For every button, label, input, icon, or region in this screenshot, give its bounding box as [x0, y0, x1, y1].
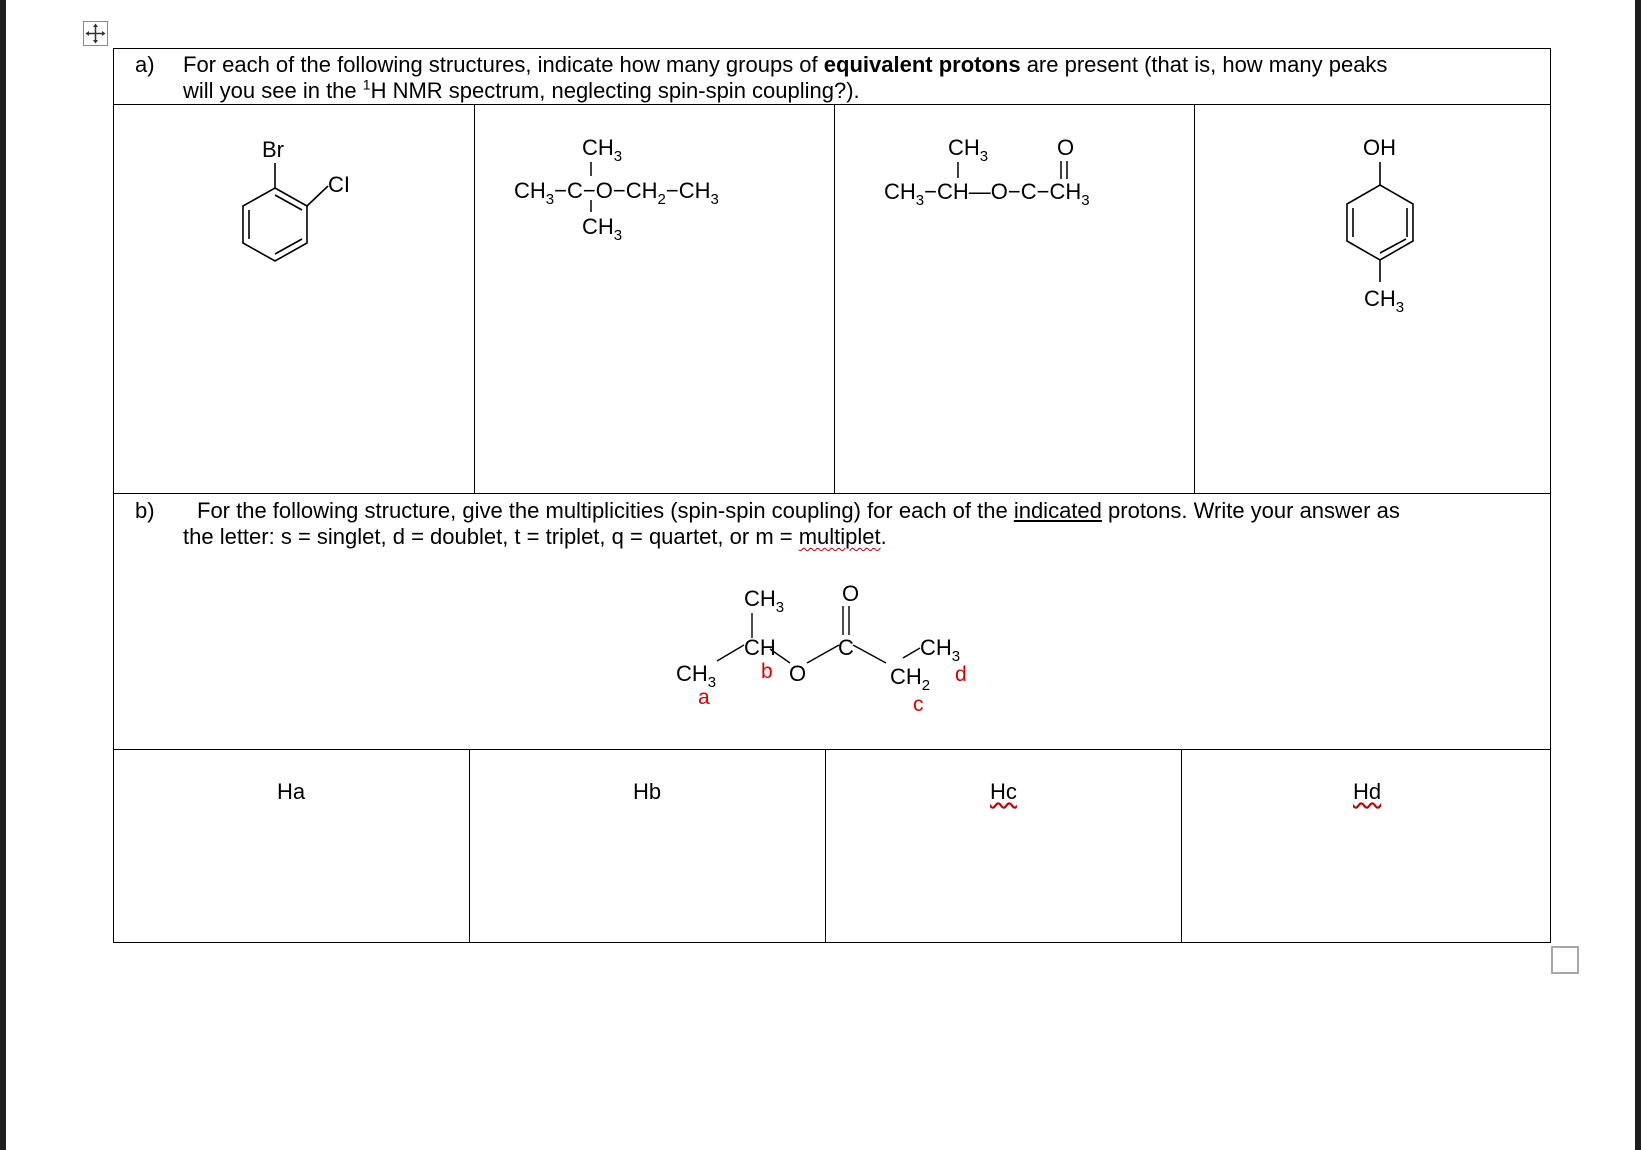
structure-tert-butyl-ethyl-ether — [510, 132, 810, 247]
svg-text:CH3: $CH_3$ — [744, 586, 785, 616]
col-divider-a3 — [1194, 104, 1195, 493]
col-divider-b3 — [1181, 749, 1182, 943]
part-a-instruction-line2: will you see in the $^1$H NMR spectrum, neglecting spin-spin coupling?). — [183, 76, 860, 103]
structure-bromochlorobenzene — [225, 130, 365, 270]
part-b-marker: b) — [135, 498, 155, 523]
part-b-instruction-line1: For the following structure, give the multiplicities (spin-spin coupling) for each of the indicated protons. Write your answer as — [197, 498, 1400, 523]
part-a-instruction-line1: For each of the following structures, indicate how many groups of equivalent protons are present (that is, how many peaks — [183, 52, 1388, 77]
label-d: d — [955, 663, 967, 686]
row-divider-2 — [113, 493, 1551, 494]
col-divider-b1 — [469, 749, 470, 943]
carbonyl-c-label: C — [838, 635, 854, 660]
window-edge-right — [1635, 0, 1641, 1150]
structure-p-cresol — [1320, 130, 1440, 325]
label-a: a — [698, 686, 710, 709]
svg-text:CH3: $CH_3$ — [920, 635, 961, 665]
answer-cell-ha[interactable]: Ha — [277, 779, 306, 804]
svg-text:CH3: $CH_3$ — [948, 135, 989, 165]
move-icon — [84, 22, 107, 45]
answer-cell-hc[interactable]: Hc — [990, 779, 1017, 804]
label-c: c — [913, 693, 924, 716]
col-divider-a1 — [474, 104, 475, 493]
oh-label: OH — [1363, 135, 1396, 160]
ester-o-label: O — [789, 661, 807, 686]
resize-handle-icon[interactable] — [1551, 946, 1579, 974]
col-divider-a2 — [834, 104, 835, 493]
structure-isopropyl-acetate — [880, 132, 1170, 212]
answer-cell-hd[interactable]: Hd — [1353, 779, 1382, 804]
part-b-instruction-line2: the letter: s = singlet, d = doublet, t = triplet, q = quartet, or m = multiplet. — [183, 524, 887, 549]
label-b: b — [761, 660, 773, 683]
equivalent-protons-bold: equivalent protons — [823, 52, 1021, 77]
svg-text:O: O — [842, 581, 860, 606]
svg-text:CH3: $CH_3$ — [676, 661, 717, 691]
col-divider-b2 — [825, 749, 826, 943]
indicated-underlined: indicated — [1013, 498, 1102, 523]
svg-text:CH3: $CH_3$ — [1364, 286, 1405, 316]
structure-isopropyl-propanoate — [670, 575, 1010, 725]
svg-text:CH2: $CH_2$ — [890, 664, 931, 694]
svg-text:CH3: $CH_3$ — [582, 135, 623, 165]
multiplet-spellcheck: multiplet — [798, 524, 881, 549]
window-edge-left — [0, 0, 6, 1150]
svg-text:O: O — [1057, 135, 1075, 160]
answer-cell-hb[interactable]: Hb — [633, 779, 662, 804]
row-divider-1 — [113, 104, 1551, 105]
svg-text:CH3−C−O−CH2−CH3: $CH_3-C-O-CH_2-CH_3$ — [514, 178, 719, 208]
table-move-handle[interactable] — [83, 21, 108, 46]
row-divider-3 — [113, 749, 1551, 750]
part-a-marker: a) — [135, 52, 155, 77]
cl-label: CI — [328, 172, 350, 197]
ch-label: CH — [744, 635, 776, 660]
br-label: Br — [262, 137, 284, 162]
svg-text:CH3−CH—O−C−CH3: $CH_3-CH—O-C-CH_3$ — [884, 179, 1090, 209]
svg-text:CH3: $CH_3$ — [582, 214, 623, 244]
